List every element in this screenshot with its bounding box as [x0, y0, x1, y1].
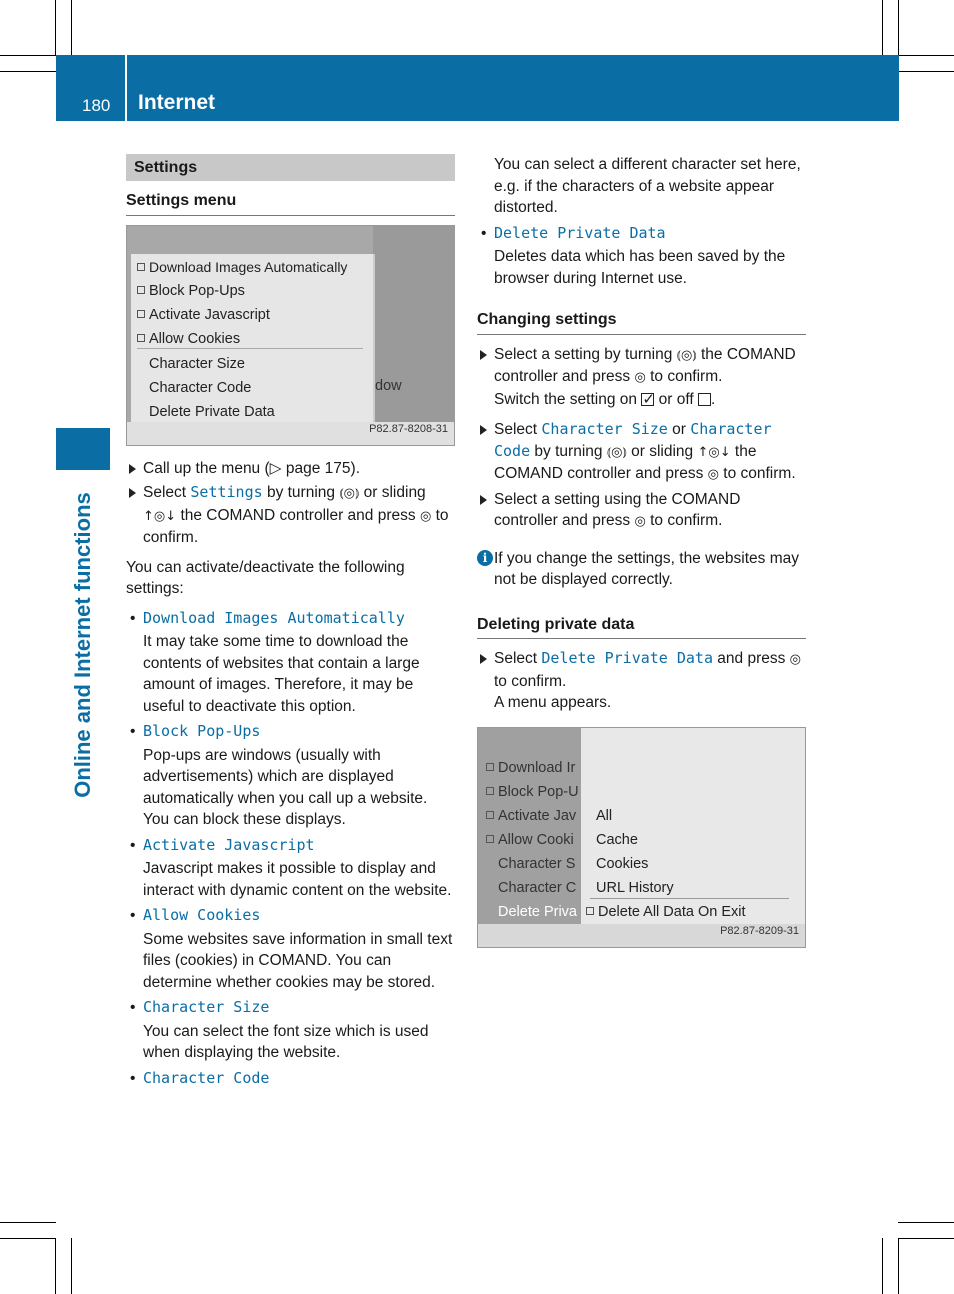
menu-item-character-code: Character Code: [149, 379, 252, 396]
delete-option-all: All: [596, 807, 613, 824]
screen-footer: [478, 924, 805, 947]
step-select-using-controller: Select a setting using the COMAND controller and press ◎ to confirm.: [477, 489, 806, 533]
checkbox-icon: [486, 811, 494, 819]
section-heading: Settings: [126, 154, 455, 181]
side-tab-marker: [56, 428, 110, 470]
setting-desc-download-images: It may take some time to download the contents of websites that contain a large amount of images. Therefore, it may be useful to deactivate this option.: [143, 633, 420, 715]
header-divider: [125, 55, 127, 121]
delete-option-cache: Cache: [596, 831, 638, 848]
crop-mark: [0, 55, 56, 56]
crop-mark: [0, 71, 56, 72]
step-switch-setting: Switch the setting on ✓ or off .: [477, 389, 806, 411]
term-character-size: Character Size: [541, 420, 668, 438]
setting-desc-character-size: You can select the font size which is used when displaying the website.: [143, 1022, 429, 1061]
unchecked-box-icon: [698, 393, 711, 406]
crop-mark: [898, 55, 954, 56]
crop-mark: [55, 1238, 56, 1294]
deleting-private-data-heading: Deleting private data: [477, 614, 806, 640]
menu-item-delete-private-data: Delete Private Data: [149, 403, 275, 420]
checkbox-icon: [486, 835, 494, 843]
menu-item-block-popups: Block Pop-Ups: [137, 281, 245, 303]
press-controller-icon: ◎: [707, 467, 719, 482]
menu-divider: [137, 348, 363, 349]
turn-controller-icon: ⦅◎⦆: [676, 347, 697, 363]
menu-item-block-popups: Block Pop-U: [486, 782, 579, 804]
term-settings: Settings: [190, 483, 263, 501]
press-controller-icon: ◎: [789, 652, 802, 667]
right-column: [477, 154, 806, 948]
menu-item-allow-cookies: Allow Cooki: [486, 830, 574, 852]
checkbox-icon: [137, 286, 145, 294]
checked-box-icon: [641, 393, 654, 406]
menu-item-delete-private-data-selected: Delete Priva: [498, 903, 577, 920]
screen-footer: [127, 422, 454, 445]
checkbox-icon: [486, 787, 494, 795]
turn-controller-icon: ⦅◎⦆: [606, 444, 627, 460]
page-ref-arrow-icon: ▷: [269, 459, 282, 477]
crop-mark: [898, 0, 899, 56]
menu-item-character-code: Character C: [498, 879, 577, 896]
info-note: i If you change the settings, the websites may not be displayed correctly.: [477, 548, 806, 591]
menu-divider: [590, 898, 789, 899]
setting-term-block-popups: • Block Pop-Ups: [126, 721, 455, 743]
crop-mark: [55, 0, 56, 56]
settings-intro: You can activate/deactivate the following settings:: [126, 558, 405, 597]
menu-item-character-size: Character S: [498, 855, 576, 872]
menu-item-activate-javascript: Activate Jav: [486, 806, 576, 828]
page-number: 180: [82, 96, 111, 115]
crop-mark: [71, 0, 72, 56]
setting-term-delete-private-data: • Delete Private Data: [477, 223, 806, 245]
slide-controller-icon: ↑◎↓: [697, 444, 731, 460]
crop-mark: [0, 1222, 56, 1223]
term-delete-private-data: Delete Private Data: [541, 649, 713, 667]
setting-desc-character-code: You can select a different character set here, e.g. if the characters of a website appear distorted.: [494, 156, 801, 216]
step-select-character-option: Select Character Size or Character Code by turning ⦅◎⦆ or sliding ↑◎↓ the COMAND controller and press ◎ to confirm.: [477, 419, 806, 486]
turn-controller-icon: ⦅◎⦆: [339, 486, 360, 501]
menu-item-download-images: Download Images Automatically: [137, 257, 347, 279]
screen-left-panel: [478, 728, 581, 924]
checkbox-icon: [137, 334, 145, 342]
press-controller-icon: ◎: [634, 370, 646, 385]
setting-desc-delete-private-data: Deletes data which has been saved by the browser during Internet use.: [494, 248, 786, 287]
press-controller-icon: ◎: [634, 514, 646, 529]
left-column: [126, 154, 455, 1089]
crop-mark: [71, 1238, 72, 1294]
setting-term-character-code: • Character Code: [126, 1068, 455, 1090]
crop-mark: [898, 1238, 954, 1239]
step-select-setting: Select a setting by turning ⦅◎⦆ the COMAND controller and press ◎ to confirm.: [477, 344, 806, 389]
info-icon: i: [477, 550, 493, 566]
setting-term-character-size: • Character Size: [126, 997, 455, 1019]
crop-mark: [898, 71, 954, 72]
term-character-code: Character Code: [494, 420, 772, 460]
screen-partial-text: dow: [375, 377, 402, 394]
delete-menu-screenshot: [477, 727, 806, 948]
menu-item-activate-javascript: Activate Javascript: [137, 305, 270, 327]
setting-desc-block-popups: Pop-ups are windows (usually with advertisements) which are displayed automatically when you call up a website. You can block these displays.: [143, 746, 428, 828]
image-code: P82.87-8209-31: [720, 925, 799, 937]
menu-item-allow-cookies: Allow Cookies: [137, 329, 240, 351]
setting-desc-activate-javascript: Javascript makes it possible to display and interact with dynamic content on the website.: [143, 860, 452, 899]
screen-background-panel: [373, 226, 454, 422]
setting-term-activate-javascript: • Activate Javascript: [126, 835, 455, 857]
setting-desc-allow-cookies: Some websites save information in small text files (cookies) in COMAND. You can determine whether cookies may be stored.: [143, 930, 453, 991]
step-select-delete-private-data: Select Delete Private Data and press ◎ to confirm.: [477, 648, 806, 692]
crop-mark: [0, 1238, 56, 1239]
setting-term-allow-cookies: • Allow Cookies: [126, 905, 455, 927]
checkbox-icon: [486, 763, 494, 771]
checkbox-icon: [586, 907, 594, 915]
press-controller-icon: ◎: [419, 508, 432, 524]
image-code: P82.87-8208-31: [369, 423, 448, 435]
setting-term-download-images: • Download Images Automatically: [126, 608, 455, 630]
delete-option-url-history: URL History: [596, 879, 674, 896]
delete-option-cookies: Cookies: [596, 855, 649, 872]
slide-controller-icon: ↑◎↓: [143, 508, 177, 524]
settings-menu-list: [131, 254, 375, 422]
changing-settings-heading: Changing settings: [477, 309, 806, 335]
checkbox-icon: [137, 310, 145, 318]
side-section-label: Online and Internet functions: [70, 492, 95, 798]
crop-mark: [898, 1222, 954, 1223]
step-call-up-menu: Call up the menu (▷ page 175).: [126, 458, 455, 480]
settings-menu-heading: Settings menu: [126, 190, 455, 216]
crop-mark: [898, 1238, 899, 1294]
settings-menu-screenshot: [126, 225, 455, 446]
step-result: A menu appears.: [494, 694, 612, 711]
checkbox-icon: [137, 263, 145, 271]
menu-item-character-size: Character Size: [149, 355, 245, 372]
crop-mark: [882, 0, 883, 56]
step-select-settings: Select Settings by turning ⦅◎⦆ or sliding ↑◎↓ the COMAND controller and press ◎ to confirm.: [126, 482, 455, 549]
delete-option-on-exit: Delete All Data On Exit: [586, 902, 746, 924]
chapter-title: Internet: [138, 91, 216, 114]
menu-item-download-images: Download Ir: [486, 758, 575, 780]
crop-mark: [882, 1238, 883, 1294]
